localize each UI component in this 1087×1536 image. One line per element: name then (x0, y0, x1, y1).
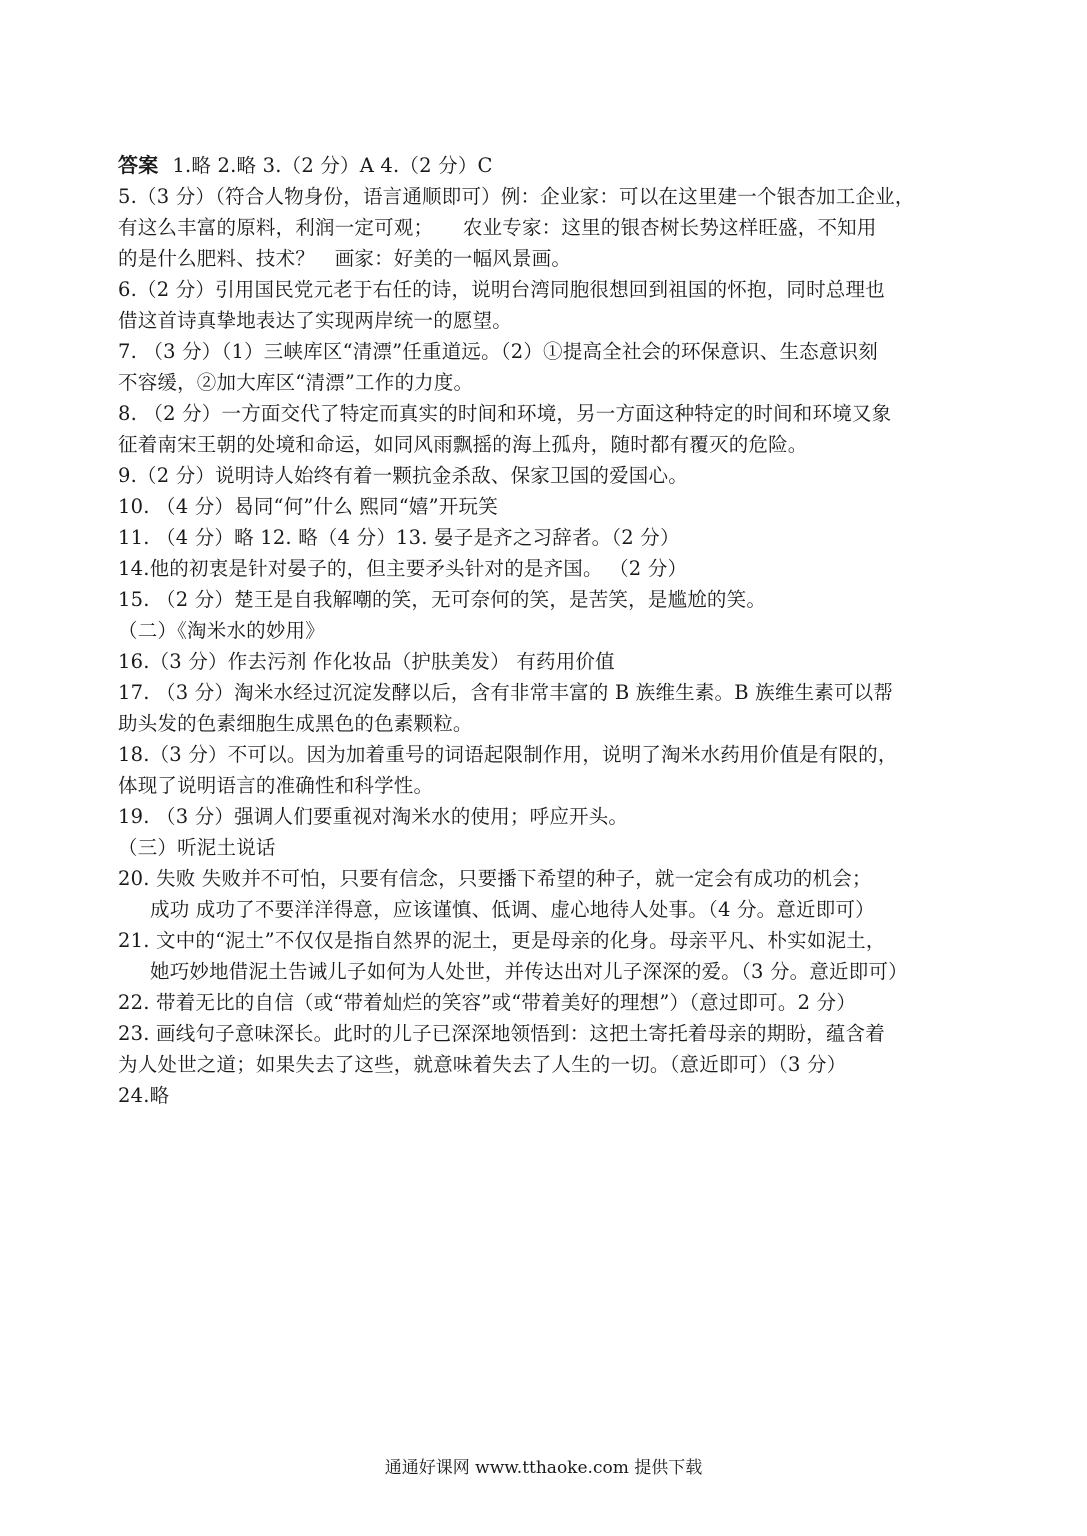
answer-line: 8. （2 分）一方面交代了特定而真实的时间和环境，另一方面这种特定的时间和环境又象 (118, 402, 892, 425)
answer-line: 20. 失败 失败并不可怕，只要有信念，只要播下希望的种子，就一定会有成功的机会； (118, 867, 872, 890)
page-footer: 通通好课网 www.tthaoke.com 提供下载 (384, 1458, 703, 1478)
answer-line: 为人处世之道；如果失去了这些，就意味着失去了人生的一切。（意近即可）（3 分） (118, 1053, 847, 1076)
section-heading: （二）《淘米水的妙用》 (118, 619, 325, 642)
answer-line: 借这首诗真挚地表达了实现两岸统一的愿望。 (118, 309, 513, 332)
answer-line: 14.他的初衷是针对晏子的，但主要矛头针对的是齐国。 （2 分） (118, 557, 688, 580)
answer-line: 16.（3 分）作去污剂 作化妆品（护肤美发） 有药用价值 (118, 650, 615, 673)
answer-line: 有这么丰富的原料，利润一定可观； 农业专家：这里的银杏树长势这样旺盛，不知用 (118, 216, 877, 239)
answer-line: 21. 文中的“泥土”不仅仅是指自然界的泥土，更是母亲的化身。母亲平凡、朴实如泥土， (118, 929, 886, 952)
answer-line: 22. 带着无比的自信（或“带着灿烂的笑容”或“带着美好的理想”）（意过即可。2 分） (118, 991, 857, 1014)
answer-line: 19. （3 分）强调人们要重视对淘米水的使用；呼应开头。 (118, 805, 629, 828)
answer-line: 23. 画线句子意味深长。此时的儿子已深深地领悟到：这把土寄托着母亲的期盼，蕴含着 (118, 1022, 885, 1045)
answer-line: 5.（3 分）（符合人物身份，语言通顺即可）例：企业家：可以在这里建一个银杏加工企业， (118, 185, 915, 208)
answer-line: 24.略 (118, 1084, 170, 1107)
answer-label: 答案 (118, 153, 159, 177)
answer-line: 成功 成功了不要洋洋得意，应该谨慎、低调、虚心地待人处事。（4 分。意近即可） (150, 898, 875, 921)
answer-line: 的是什么肥料、技术？ 画家：好美的一幅风景画。 (118, 247, 572, 270)
section-heading: （三）听泥土说话 (118, 836, 276, 859)
answer-line: 17. （3 分）淘米水经过沉淀发酵以后，含有非常丰富的 B 族维生素。B 族维生素可以帮 (118, 681, 894, 704)
answer-line: 18.（3 分）不可以。因为加着重号的词语起限制作用，说明了淘米水药用价值是有限的， (118, 743, 898, 766)
answer-line: 不容缓，②加大库区“清漂”工作的力度。 (118, 371, 474, 394)
answer-line: 11. （4 分）略 12. 略（4 分）13. 晏子是齐之习辞者。（2 分） (118, 526, 680, 549)
answer-line: 9.（2 分）说明诗人始终有着一颗抗金杀敌、保家卫国的爱国心。 (118, 464, 688, 487)
answer-line-1: 答案 1.略 2.略 3.（2 分）A 4.（2 分）C (118, 153, 493, 177)
answer-section (118, 150, 976, 1111)
answer-line: 助头发的色素细胞生成黑色的色素颗粒。 (118, 712, 473, 735)
answer-line: 10. （4 分）曷同“何”什么 熙同“嬉”开玩笑 (118, 495, 498, 518)
answer-line: 她巧妙地借泥土告诫儿子如何为人处世，并传达出对儿子深深的爱。（3 分。意近即可） (150, 960, 908, 983)
answer-line: 7. （3 分）（1）三峡库区“清漂”任重道远。（2）①提高全社会的环保意识、生态意识刻 (118, 340, 878, 363)
answer-line: 15. （2 分）楚王是自我解嘲的笑，无可奈何的笑，是苦笑，是尴尬的笑。 (118, 588, 767, 611)
answer-line: 体现了说明语言的准确性和科学性。 (118, 774, 434, 797)
answer-line: 6.（2 分）引用国民党元老于右任的诗，说明台湾同胞很想回到祖国的怀抱，同时总理也 (118, 278, 885, 301)
answer-line: 征着南宋王朝的处境和命运，如同风雨飘摇的海上孤舟，随时都有覆灭的危险。 (118, 433, 808, 456)
